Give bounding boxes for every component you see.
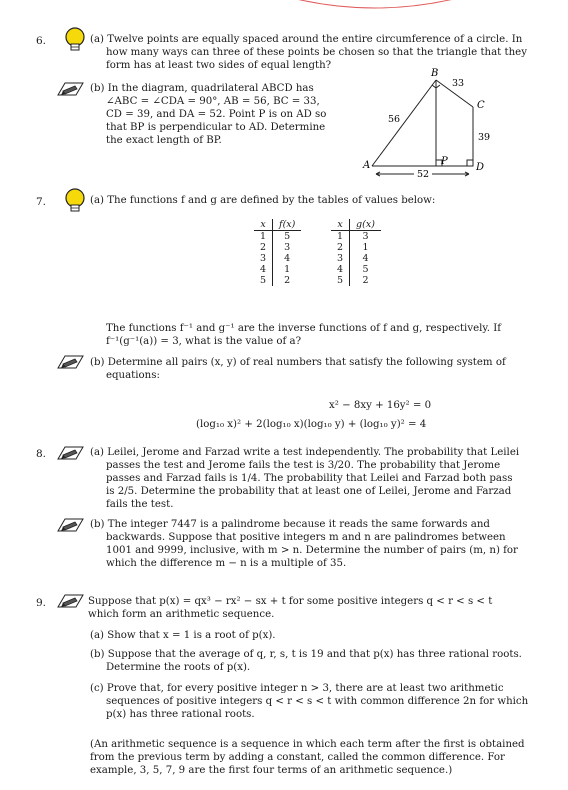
- q9-line: which form an arithmetic sequence.: [88, 609, 275, 620]
- table-header: f(x): [273, 219, 302, 231]
- pencil-icon: [55, 515, 85, 535]
- table-cell: 4: [254, 264, 273, 275]
- q8-part-a: [90, 446, 530, 511]
- pencil-icon: [55, 443, 85, 463]
- q8a-line: is 2/5. Determine the probability that at least one of Leilei, Jerome and Farzad: [106, 486, 512, 497]
- q6b-line: the exact length of BP.: [106, 135, 222, 146]
- q7a-line: f⁻¹(g⁻¹(a)) = 3, what is the value of a?: [106, 336, 302, 347]
- q9a-line: (a) Show that x = 1 is a root of p(x).: [90, 630, 276, 641]
- q9-intro: [88, 595, 530, 621]
- table-cell: 5: [362, 264, 369, 275]
- table-header: g(x): [350, 219, 381, 231]
- q9b-line: Determine the roots of p(x).: [106, 662, 251, 673]
- q6a-line: how many ways can three of these points be chosen so that the triangle that they: [106, 47, 527, 58]
- label-p: P: [441, 156, 448, 167]
- q6b-line: ∠ABC = ∠CDA = 90°, AB = 56, BC = 33,: [106, 96, 320, 107]
- q9c-line: sequences of positive integers q < r < s < t with common difference 2n for which: [106, 696, 529, 707]
- quadrilateral-diagram: [362, 64, 502, 192]
- label-b: B: [431, 68, 439, 79]
- q7-part-a-question: [106, 322, 530, 348]
- q9-part-a: [90, 629, 530, 642]
- table-cell: 4: [284, 253, 291, 264]
- q8a-line: fails the test.: [106, 499, 174, 510]
- pencil-icon: [55, 79, 85, 99]
- question-7-number: 7.: [36, 196, 47, 208]
- q7-part-a-intro: [90, 194, 530, 207]
- table-g: [331, 219, 381, 286]
- q6b-line: CD = 39, and DA = 52. Point P is on AD so: [106, 109, 327, 120]
- q8b-line: 1001 and 9999, inclusive, with m > n. Determine the number of pairs (m, n) for: [106, 545, 518, 556]
- pencil-icon: [55, 352, 85, 372]
- q6a-line: form has at least two sides of equal length?: [106, 60, 332, 71]
- q8a-line: passes the test and Jerome fails the test is 3/20. The probability that Jerome: [106, 460, 501, 471]
- label-d: D: [476, 162, 485, 173]
- q6b-line: (b) In the diagram, quadrilateral ABCD has: [90, 83, 314, 94]
- table-cell: 3: [331, 253, 350, 264]
- q9-note-line: from the previous term by adding a constant, called the common difference. For: [90, 752, 505, 763]
- table-cell: 2: [254, 242, 273, 253]
- red-stamp-arc: [280, 0, 470, 14]
- table-cell: 1: [284, 264, 291, 275]
- q6b-line: that BP is perpendicular to AD. Determine: [106, 122, 326, 133]
- table-cell: 4: [362, 253, 369, 264]
- q9-part-b: [90, 648, 530, 674]
- q8b-line: which the difference m − n is a multiple of 35.: [106, 558, 347, 569]
- table-header: x: [331, 219, 350, 231]
- length-cd: 39: [478, 132, 491, 143]
- equation-2: (log₁₀ x)² + 2(log₁₀ x)(log₁₀ y) + (log₁₀ y)² = 4: [196, 419, 427, 430]
- q8b-line: backwards. Suppose that positive integers m and n are palindromes between: [106, 532, 506, 543]
- lightbulb-icon: [64, 27, 86, 53]
- q8a-line: (a) Leilei, Jerome and Farzad write a test independently. The probability that Leilei: [90, 447, 520, 458]
- length-da: 52: [417, 169, 430, 180]
- q7b-line: (b) Determine all pairs (x, y) of real numbers that satisfy the following system of: [90, 357, 506, 368]
- table-cell: 5: [254, 275, 273, 286]
- q9-note-line: (An arithmetic sequence is a sequence in which each term after the first is obtained: [90, 739, 525, 750]
- q8-part-b: [90, 518, 530, 570]
- table-cell: 1: [362, 242, 369, 253]
- length-bc: 33: [452, 78, 465, 89]
- q7a-line: (a) The functions f and g are defined by the tables of values below:: [90, 195, 436, 206]
- table-cell: 1: [331, 231, 350, 243]
- table-cell: 5: [331, 275, 350, 286]
- equation-1: x² − 8xy + 16y² = 0: [329, 400, 432, 411]
- q7b-line: equations:: [106, 370, 160, 381]
- question-6-number: 6.: [36, 35, 47, 47]
- q9-note-line: example, 3, 5, 7, 9 are the first four terms of an arithmetic sequence.): [90, 765, 453, 776]
- q8b-line: (b) The integer 7447 is a palindrome because it reads the same forwards and: [90, 519, 490, 530]
- table-cell: 2: [331, 242, 350, 253]
- question-9-number: 9.: [36, 597, 47, 609]
- table-cell: 4: [331, 264, 350, 275]
- q6-part-b: [90, 82, 370, 147]
- table-cell: 2: [362, 275, 369, 286]
- q9-line: Suppose that p(x) = qx³ − rx² − sx + t for some positive integers q < r < s < t: [88, 596, 493, 607]
- table-cell: 3: [254, 253, 273, 264]
- label-c: C: [477, 100, 485, 111]
- side-ab: [372, 80, 436, 166]
- pencil-icon: [55, 591, 85, 611]
- table-cell: 1: [254, 231, 273, 243]
- q9c-line: p(x) has three rational roots.: [106, 709, 255, 720]
- q8a-line: passes and Farzad fails is 1/4. The probability that Leilei and Farzad both pass: [106, 473, 513, 484]
- table-f: [254, 219, 301, 286]
- table-header: x: [254, 219, 273, 231]
- q9c-line: (c) Prove that, for every positive integer n > 3, there are at least two arithmetic: [90, 683, 504, 694]
- length-ab: 56: [388, 114, 401, 125]
- question-8-number: 8.: [36, 448, 47, 460]
- q6a-line: (a) Twelve points are equally spaced around the entire circumference of a circle. In: [90, 34, 523, 45]
- lightbulb-icon: [64, 188, 86, 214]
- q9b-line: (b) Suppose that the average of q, r, s, t is 19 and that p(x) has three rational roots.: [90, 649, 522, 660]
- q9-part-c: [90, 682, 530, 721]
- q7a-line: The functions f⁻¹ and g⁻¹ are the inverse functions of f and g, respectively. If: [106, 323, 502, 334]
- table-cell: 5: [284, 231, 291, 242]
- q9-note: [90, 738, 530, 777]
- table-cell: 3: [284, 242, 291, 253]
- table-cell: 2: [284, 275, 291, 286]
- q7-part-b: [90, 356, 530, 382]
- table-cell: 3: [362, 231, 369, 242]
- label-a: A: [363, 160, 371, 171]
